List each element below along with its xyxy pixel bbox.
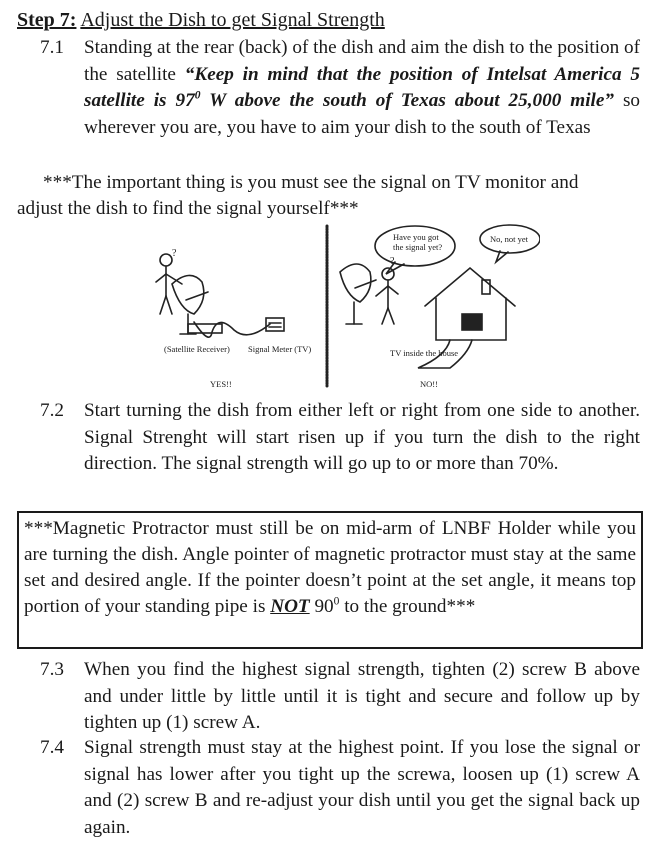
step-7-3 [40, 657, 640, 737]
warning-text-2: 90 [309, 596, 334, 617]
step-heading [17, 8, 385, 32]
step-text: Start turning the dish from either left or right from one side to another. Signal Strenght will start risen up if you turn the dish to the right direction. The signal strength will go up to or more than 70%. [84, 400, 640, 474]
step-7-2 [40, 398, 640, 478]
degree-sup: 0 [194, 89, 201, 102]
step-title: Adjust the Dish to get Signal Strength [80, 9, 385, 31]
step-text: When you find the highest signal strength, tighten (2) screw B above and under little by little until it is tight and secure and follow up by tighten up (1) screw A. [84, 659, 640, 733]
house-caption: TV inside the house [390, 348, 459, 358]
svg-text:?: ? [390, 256, 395, 267]
step-number: 7.4 [40, 737, 64, 758]
warning-text-1: ***Magnetic Protractor must still be on mid-arm of LNBF Holder while you are turning the dish. Angle pointer of magnetic protractor must stay at the same set and desired angle. If the pointer doesn’t point at the set angle, it means top portion of your standing pipe is [24, 518, 636, 617]
important-note [17, 170, 639, 222]
signal-illustration [150, 222, 540, 390]
emphasis-part-1: “Keep in mind that the position of Intelsat America 5 satellite is 97 [84, 63, 640, 111]
step-text: Signal strength must stay at the highest point. If you lose the signal or signal has lower after you tight up the screwa, loosen up (1) screw A and (2) screw B and re-adjust your dish until you get the signal back up again. [84, 737, 640, 838]
step-text [84, 35, 640, 141]
bubble-person-line-2: the signal yet? [393, 242, 443, 252]
step-7-4 [40, 735, 640, 841]
step-number: 7.3 [40, 659, 64, 680]
step-text-plain: Standing at the rear (back) of the dish and aim the dish to the position of the satellite [84, 37, 640, 85]
status-no: NO!! [420, 379, 438, 389]
bubble-person-line-1: Have you got [393, 232, 439, 242]
satellite-receiver-box [188, 324, 222, 333]
satellite-dish-right [340, 264, 376, 324]
degree-sup: 0 [333, 595, 340, 608]
stick-person-right [376, 268, 398, 324]
stick-person-left [156, 254, 182, 314]
step-label: Step 7: [17, 9, 77, 31]
warning-text-3: to the ground*** [339, 596, 476, 617]
svg-text:?: ? [172, 248, 177, 259]
step-7-1 [40, 35, 640, 141]
status-yes: YES!! [210, 379, 232, 389]
note-line-2: adjust the dish to find the signal yourself*** [17, 198, 359, 219]
step-number: 7.1 [40, 37, 64, 58]
illustration-drawing [150, 222, 540, 390]
not-emphasis: NOT [270, 596, 310, 617]
meter-caption: Signal Meter (TV) [248, 344, 312, 354]
note-line-1: ***The important thing is you must see the signal on TV monitor and [43, 172, 579, 193]
satellite-dish-left [172, 275, 208, 334]
emphasis-part-2: W above the south of Texas about 25,000 mile” [200, 90, 614, 111]
step-number: 7.2 [40, 400, 64, 421]
receiver-caption: (Satellite Receiver) [164, 344, 230, 354]
step-text-tail: so wherever you are, you have to aim your dish to the south of Texas [84, 90, 641, 138]
bubble-house-text: No, not yet [490, 234, 529, 244]
protractor-warning-box [17, 511, 643, 649]
